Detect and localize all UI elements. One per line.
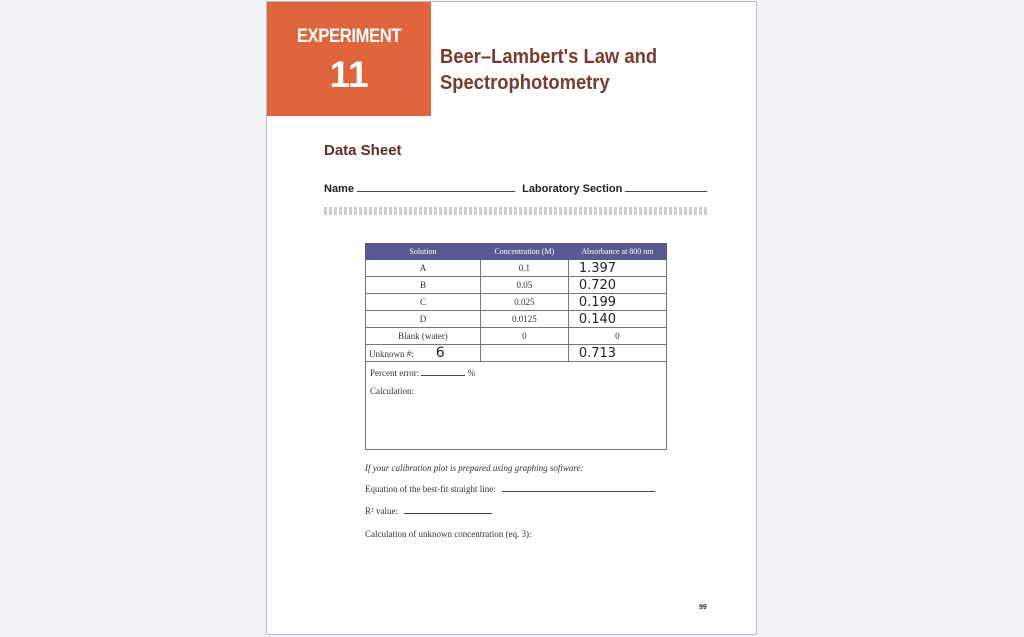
cell-unknown-absorbance[interactable]: 0.713 bbox=[568, 345, 666, 362]
decorative-divider bbox=[324, 207, 709, 215]
experiment-badge bbox=[267, 2, 431, 116]
cell-concentration: 0.1 bbox=[480, 260, 568, 277]
cell-absorbance: 0 bbox=[568, 328, 666, 345]
cell-unknown-label[interactable] bbox=[366, 345, 481, 362]
calculation-label: Calculation: bbox=[370, 386, 414, 396]
percent-error-field[interactable] bbox=[421, 375, 465, 376]
percent-unit: % bbox=[467, 368, 476, 378]
header-concentration: Concentration (M) bbox=[480, 244, 568, 260]
name-field[interactable] bbox=[357, 191, 515, 192]
r2-label: R² value: bbox=[365, 506, 398, 516]
cell-unknown-concentration[interactable] bbox=[480, 345, 568, 362]
cell-solution: Blank (water) bbox=[366, 328, 481, 345]
cell-solution: B bbox=[366, 277, 481, 294]
cell-absorbance[interactable]: 0.140 bbox=[568, 311, 666, 328]
percent-error-row bbox=[370, 368, 475, 378]
cell-absorbance[interactable]: 1.397 bbox=[568, 260, 666, 277]
table-row bbox=[366, 328, 667, 345]
equation-field[interactable] bbox=[502, 491, 655, 492]
table-row bbox=[366, 294, 667, 311]
cell-absorbance[interactable]: 0.199 bbox=[568, 294, 666, 311]
table-row bbox=[366, 277, 667, 294]
calculation-box bbox=[365, 362, 667, 450]
r2-row bbox=[365, 506, 492, 516]
unknown-row bbox=[366, 345, 667, 362]
cell-concentration: 0.025 bbox=[480, 294, 568, 311]
table-row bbox=[366, 260, 667, 277]
software-note: If your calibration plot is prepared using graphing software: bbox=[365, 463, 584, 473]
cell-absorbance[interactable]: 0.720 bbox=[568, 277, 666, 294]
cell-concentration: 0.05 bbox=[480, 277, 568, 294]
page-title bbox=[440, 44, 716, 96]
title-line-2: Spectrophotometry bbox=[440, 72, 610, 94]
cell-concentration: 0 bbox=[480, 328, 568, 345]
unknown-label: Unknown #: bbox=[369, 349, 414, 359]
section-title: Data Sheet bbox=[324, 142, 402, 159]
lab-section-label: Laboratory Section bbox=[522, 183, 623, 195]
equation-label: Equation of the best-fit straight line: bbox=[365, 484, 496, 494]
table-header bbox=[366, 244, 667, 260]
r2-field[interactable] bbox=[404, 513, 492, 514]
unknown-number: 6 bbox=[435, 345, 445, 361]
name-label: Name bbox=[324, 183, 354, 195]
header-absorbance: Absorbance at 800 nm bbox=[568, 244, 666, 260]
cell-solution: D bbox=[366, 311, 481, 328]
title-line-1: Beer–Lambert's Law and bbox=[440, 46, 658, 68]
worksheet-page bbox=[266, 1, 757, 635]
percent-error-label: Percent error: bbox=[370, 368, 420, 378]
experiment-label: EXPERIMENT bbox=[296, 26, 402, 47]
unknown-calculation-label: Calculation of unknown concentration (eq. 3): bbox=[365, 529, 532, 539]
cell-solution: C bbox=[366, 294, 481, 311]
lab-section-field[interactable] bbox=[625, 191, 707, 192]
table-row bbox=[366, 311, 667, 328]
cell-solution: A bbox=[366, 260, 481, 277]
data-table bbox=[365, 243, 667, 362]
cell-concentration: 0.0125 bbox=[480, 311, 568, 328]
equation-row bbox=[365, 484, 655, 494]
page-number: 99 bbox=[699, 604, 707, 611]
experiment-number: 11 bbox=[329, 54, 369, 95]
header-solution: Solution bbox=[366, 244, 481, 260]
name-row bbox=[324, 183, 712, 195]
